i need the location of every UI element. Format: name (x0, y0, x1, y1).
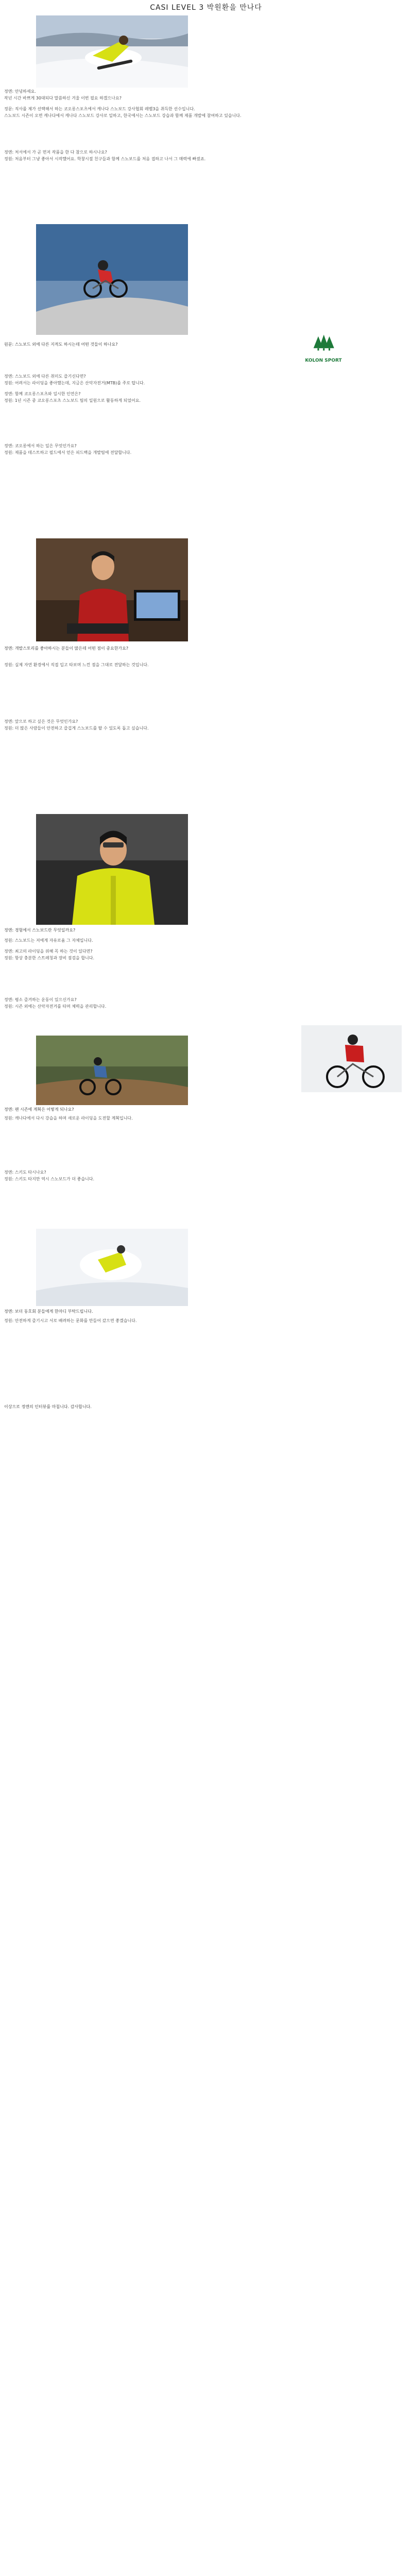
answer: 정원: 처음부터 그냥 좋아서 시작했어요. 학창시절 친구들과 함께 스노보드를 처음 접하고 나서 그 매력에 빠졌죠. (4, 157, 206, 161)
answer: 정원: 1년 시즌 중 코오롱스포츠 스노보드 팀의 일원으로 활동하게 되었어요. (4, 398, 141, 403)
snowboard-photo-1 (36, 15, 188, 88)
mountain-biker-image (36, 1036, 188, 1105)
answer: 정원: 어려서는 라이딩을 좋아했는데, 지금은 산악자전거(MTB)를 주로 탑니다. (4, 381, 145, 385)
logo-text: KOLON SPORT (305, 358, 342, 363)
caption-1: 원문: 스노보드 외에 다른 지적도 하시는데 어떤 것들이 하나요? (4, 342, 118, 347)
qa-block-4 (4, 443, 408, 479)
question: 정엔: 최고의 라이딩을 위해 꼭 하는 것이 있다면? (4, 949, 93, 954)
qa-block-5 (4, 662, 408, 708)
man-yellow-jacket-image (36, 814, 188, 925)
qa-block-1 (4, 89, 408, 143)
caption-2: 정엔: 개발스토리를 좋아하시는 분들이 많은데 어떤 점이 중요한가요? (4, 646, 129, 651)
answer: 정원: 더 많은 사람들이 안전하고 즐겁게 스노보드를 탈 수 있도록 돕고 싶습니다. (4, 726, 149, 731)
answer: 정원: 제품을 테스트하고 필드에서 얻은 피드백을 개발팀에 전달합니다. (4, 450, 132, 455)
question: 정엔: 앞으로 하고 싶은 것은 무엇인가요? (4, 719, 78, 724)
caption-4: 정엔: 팬 시즌에 계획은 어떻게 되나요? (4, 1107, 74, 1112)
answer: 정원: 시즌 외에는 산악자전거를 타며 체력을 관리합니다. (4, 1004, 107, 1009)
question: 정엔: 안녕하세요. (4, 89, 36, 94)
page-title: CASI LEVEL 3 박원환을 만나다 (150, 4, 262, 12)
snowboard-photo-2 (36, 1229, 188, 1306)
question: 정엔: 함께 코오롱스포츠와 일시한 인연은? (4, 392, 81, 396)
qa-block-7 (4, 938, 408, 987)
answer: 정원: 안전하게 즐기시고 서로 배려하는 문화를 만들어 갔으면 좋겠습니다. (4, 1318, 137, 1323)
mtb-photo (36, 1036, 188, 1105)
question: 정엔: 코오롱에서 하는 일은 무엇인가요? (4, 444, 77, 448)
qa-block-8 (4, 997, 408, 1028)
closing-line: 이상으로 정엔의 인터뷰를 마칩니다. 감사합니다. (4, 1404, 92, 1409)
qa-block-9 (4, 1115, 408, 1159)
answer: 작년 시간 바쁘게 30대되다 말씀하신 겨울 이번 필요 하겠으나요? (4, 96, 122, 100)
question: 정문: 직사를 제가 선택해서 하는 코오롱스포츠에서 캐나다 스노보드 강사협회 레벨3을 취득한 선수입니다. (4, 107, 195, 111)
answer: 스노보드 시즌이 오면 캐나다에서 캐나다 스노보드 강사로 일하고, 한국에서는 스노보드 강습과 함께 제품 개발에 참여하고 있습니다. (4, 113, 242, 118)
question: 정엔: 스키도 타시나요? (4, 1170, 46, 1175)
tree-icon (300, 332, 347, 358)
qa-block-11 (4, 1318, 408, 1400)
kolon-sport-logo (300, 332, 347, 366)
answer: 정원: 항상 충분한 스트레칭과 장비 점검을 합니다. (4, 956, 95, 960)
qa-block-10 (4, 1170, 408, 1211)
red-cyclist-image (301, 1025, 402, 1092)
answer: 정원: 스노보드는 저에게 자유로움 그 자체입니다. (4, 938, 93, 943)
bmx-rider-image (36, 224, 188, 335)
answer: 정원: 캐나다에서 다시 강습을 하며 새로운 라이딩을 도전할 계획입니다. (4, 1116, 133, 1121)
snowboarder-image (36, 15, 188, 88)
red-cyclist-photo (301, 1025, 402, 1092)
qa-block-2 (4, 149, 408, 206)
question: 정엔: 스노보드 외에 다른 취미도 즐기신다면? (4, 374, 86, 379)
qa-block-6 (4, 719, 408, 801)
question: 정엔: 처서에서 가 곧 먼저 작품을 한 다 참으로 하시나요? (4, 150, 107, 155)
yellow-jacket-photo (36, 814, 188, 925)
answer: 정원: 실제 자연 환경에서 직접 입고 타보며 느낀 점을 그대로 전달하는 것입니다. (4, 663, 149, 667)
bmx-photo (36, 224, 188, 335)
caption-3: 정엔: 경험에서 스노보드란 무엇일까요? (4, 928, 76, 933)
snowboard-jump-image (36, 1229, 188, 1306)
caption-5: 정엔: 보더 동호회 분들에게 한마디 부탁드립니다. (4, 1309, 93, 1314)
desk-photo (36, 538, 188, 641)
man-at-computer-image (36, 538, 188, 641)
question: 정엔: 평소 즐겨하는 운동이 있으신가요? (4, 997, 77, 1002)
answer: 정원: 스키도 타지만 역시 스노보드가 더 좋습니다. (4, 1177, 95, 1181)
qa-block-3 (4, 374, 408, 425)
